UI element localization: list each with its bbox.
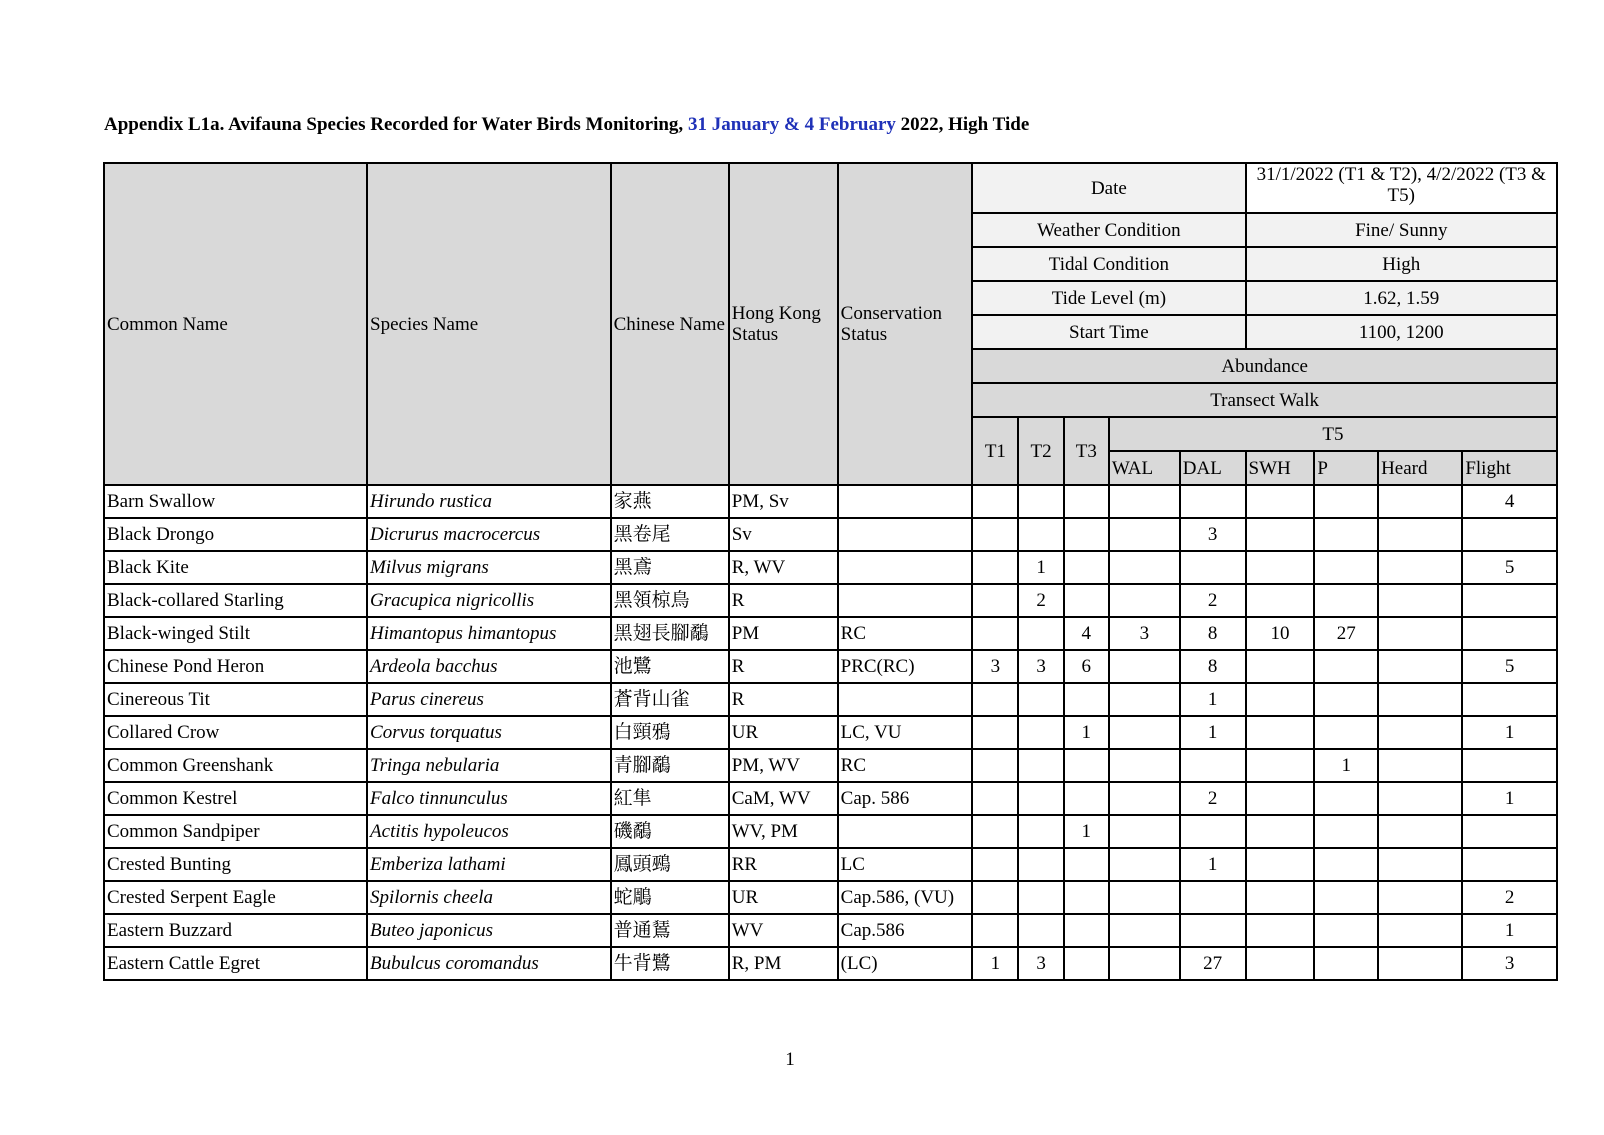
- t1-count-cell: [972, 848, 1018, 881]
- header-p: P: [1314, 451, 1378, 485]
- table-row: [104, 551, 1557, 584]
- heard-count-cell: [1378, 485, 1462, 518]
- common-name-cell: Black Drongo: [104, 518, 367, 551]
- chinese-name-cell: 池鷺: [611, 650, 729, 683]
- swh-count-cell: [1246, 716, 1315, 749]
- t1-count-cell: [972, 683, 1018, 716]
- common-name-cell: Crested Serpent Eagle: [104, 881, 367, 914]
- p-count-cell: [1314, 683, 1378, 716]
- t1-count-cell: [972, 584, 1018, 617]
- dal-count-cell: 2: [1180, 782, 1246, 815]
- table-row: [104, 947, 1557, 980]
- swh-count-cell: [1246, 584, 1315, 617]
- wal-count-cell: [1109, 749, 1180, 782]
- species-name-cell: Spilornis cheela: [367, 881, 611, 914]
- t1-count-cell: [972, 815, 1018, 848]
- t1-count-cell: [972, 485, 1018, 518]
- header-abundance: Abundance: [972, 349, 1557, 383]
- header-start-time-value: 1100, 1200: [1246, 315, 1557, 349]
- t2-count-cell: [1018, 716, 1063, 749]
- hk-status-cell: CaM, WV: [729, 782, 838, 815]
- flight-count-cell: 2: [1462, 881, 1557, 914]
- flight-count-cell: 5: [1462, 650, 1557, 683]
- header-common-name: Common Name: [104, 163, 367, 485]
- header-date-value: 31/1/2022 (T1 & T2), 4/2/2022 (T3 & T5): [1246, 163, 1557, 213]
- heard-count-cell: [1378, 650, 1462, 683]
- dal-count-cell: 2: [1180, 584, 1246, 617]
- p-count-cell: [1314, 518, 1378, 551]
- wal-count-cell: [1109, 716, 1180, 749]
- table-row: [104, 617, 1557, 650]
- heard-count-cell: [1378, 848, 1462, 881]
- title-suffix: 2022, High Tide: [900, 114, 1030, 135]
- table-row: [104, 518, 1557, 551]
- heard-count-cell: [1378, 551, 1462, 584]
- species-name-cell: Dicrurus macrocercus: [367, 518, 611, 551]
- header-t5: T5: [1109, 417, 1557, 451]
- table-row: [104, 683, 1557, 716]
- t3-count-cell: [1064, 947, 1109, 980]
- header-flight: Flight: [1462, 451, 1557, 485]
- t2-count-cell: 3: [1018, 947, 1063, 980]
- t1-count-cell: 3: [972, 650, 1018, 683]
- t1-count-cell: [972, 518, 1018, 551]
- flight-count-cell: 4: [1462, 485, 1557, 518]
- header-tide-level-label: Tide Level (m): [972, 281, 1245, 315]
- t1-count-cell: [972, 716, 1018, 749]
- t2-count-cell: [1018, 782, 1063, 815]
- t3-count-cell: [1064, 749, 1109, 782]
- chinese-name-cell: 黑卷尾: [611, 518, 729, 551]
- page-number: 1: [785, 1049, 795, 1070]
- conservation-status-cell: RC: [838, 617, 973, 650]
- dal-count-cell: 3: [1180, 518, 1246, 551]
- dal-count-cell: 1: [1180, 683, 1246, 716]
- t1-count-cell: 1: [972, 947, 1018, 980]
- hk-status-cell: UR: [729, 881, 838, 914]
- swh-count-cell: [1246, 749, 1315, 782]
- chinese-name-cell: 磯鷸: [611, 815, 729, 848]
- p-count-cell: [1314, 881, 1378, 914]
- swh-count-cell: [1246, 914, 1315, 947]
- table-row: [104, 650, 1557, 683]
- common-name-cell: Black-winged Stilt: [104, 617, 367, 650]
- t2-count-cell: [1018, 485, 1063, 518]
- heard-count-cell: [1378, 782, 1462, 815]
- t3-count-cell: 6: [1064, 650, 1109, 683]
- header-wal: WAL: [1109, 451, 1180, 485]
- p-count-cell: [1314, 815, 1378, 848]
- heard-count-cell: [1378, 815, 1462, 848]
- t3-count-cell: [1064, 683, 1109, 716]
- dal-count-cell: [1180, 881, 1246, 914]
- common-name-cell: Common Greenshank: [104, 749, 367, 782]
- hk-status-cell: PM, Sv: [729, 485, 838, 518]
- dal-count-cell: [1180, 485, 1246, 518]
- flight-count-cell: 1: [1462, 716, 1557, 749]
- species-name-cell: Parus cinereus: [367, 683, 611, 716]
- conservation-status-cell: [838, 584, 973, 617]
- hk-status-cell: RR: [729, 848, 838, 881]
- dal-count-cell: [1180, 551, 1246, 584]
- header-hk-status: Hong Kong Status: [729, 163, 838, 485]
- t1-count-cell: [972, 881, 1018, 914]
- chinese-name-cell: 青腳鷸: [611, 749, 729, 782]
- species-name-cell: Emberiza lathami: [367, 848, 611, 881]
- heard-count-cell: [1378, 914, 1462, 947]
- header-tidal-label: Tidal Condition: [972, 247, 1245, 281]
- table-row: [104, 749, 1557, 782]
- conservation-status-cell: LC, VU: [838, 716, 973, 749]
- dal-count-cell: 8: [1180, 650, 1246, 683]
- wal-count-cell: [1109, 914, 1180, 947]
- chinese-name-cell: 普通鵟: [611, 914, 729, 947]
- flight-count-cell: [1462, 617, 1557, 650]
- species-name-cell: Actitis hypoleucos: [367, 815, 611, 848]
- t3-count-cell: [1064, 848, 1109, 881]
- common-name-cell: Eastern Cattle Egret: [104, 947, 367, 980]
- flight-count-cell: [1462, 683, 1557, 716]
- species-name-cell: Milvus migrans: [367, 551, 611, 584]
- wal-count-cell: [1109, 848, 1180, 881]
- species-name-cell: Corvus torquatus: [367, 716, 611, 749]
- p-count-cell: [1314, 782, 1378, 815]
- header-t2: T2: [1018, 417, 1063, 485]
- heard-count-cell: [1378, 584, 1462, 617]
- t2-count-cell: [1018, 749, 1063, 782]
- table-row: [104, 881, 1557, 914]
- p-count-cell: [1314, 914, 1378, 947]
- species-name-cell: Gracupica nigricollis: [367, 584, 611, 617]
- header-weather-label: Weather Condition: [972, 213, 1245, 247]
- table-row: [104, 716, 1557, 749]
- t1-count-cell: [972, 749, 1018, 782]
- chinese-name-cell: 牛背鷺: [611, 947, 729, 980]
- t3-count-cell: 1: [1064, 815, 1109, 848]
- header-start-time-label: Start Time: [972, 315, 1245, 349]
- p-count-cell: [1314, 485, 1378, 518]
- t2-count-cell: [1018, 617, 1063, 650]
- wal-count-cell: [1109, 782, 1180, 815]
- flight-count-cell: 5: [1462, 551, 1557, 584]
- chinese-name-cell: 黑翅長腳鷸: [611, 617, 729, 650]
- hk-status-cell: R: [729, 584, 838, 617]
- t1-count-cell: [972, 782, 1018, 815]
- table-row: [104, 782, 1557, 815]
- title-dates: 31 January & 4 February: [687, 114, 896, 135]
- conservation-status-cell: Cap.586: [838, 914, 973, 947]
- conservation-status-cell: Cap.586, (VU): [838, 881, 973, 914]
- header-t1: T1: [972, 417, 1018, 485]
- t3-count-cell: 4: [1064, 617, 1109, 650]
- chinese-name-cell: 蒼背山雀: [611, 683, 729, 716]
- conservation-status-cell: LC: [838, 848, 973, 881]
- wal-count-cell: [1109, 584, 1180, 617]
- t3-count-cell: [1064, 584, 1109, 617]
- t3-count-cell: [1064, 518, 1109, 551]
- swh-count-cell: [1246, 881, 1315, 914]
- t3-count-cell: [1064, 782, 1109, 815]
- heard-count-cell: [1378, 749, 1462, 782]
- p-count-cell: 1: [1314, 749, 1378, 782]
- flight-count-cell: 1: [1462, 782, 1557, 815]
- chinese-name-cell: 鳳頭鵐: [611, 848, 729, 881]
- common-name-cell: Black Kite: [104, 551, 367, 584]
- wal-count-cell: [1109, 815, 1180, 848]
- flight-count-cell: [1462, 848, 1557, 881]
- conservation-status-cell: PRC(RC): [838, 650, 973, 683]
- t2-count-cell: 3: [1018, 650, 1063, 683]
- conservation-status-cell: [838, 485, 973, 518]
- conservation-status-cell: [838, 815, 973, 848]
- common-name-cell: Barn Swallow: [104, 485, 367, 518]
- chinese-name-cell: 黑鳶: [611, 551, 729, 584]
- wal-count-cell: [1109, 683, 1180, 716]
- header-conservation-status: Conservation Status: [838, 163, 973, 485]
- common-name-cell: Crested Bunting: [104, 848, 367, 881]
- p-count-cell: [1314, 947, 1378, 980]
- species-name-cell: Hirundo rustica: [367, 485, 611, 518]
- t1-count-cell: [972, 914, 1018, 947]
- p-count-cell: [1314, 716, 1378, 749]
- heard-count-cell: [1378, 683, 1462, 716]
- t2-count-cell: [1018, 815, 1063, 848]
- table-row: [104, 848, 1557, 881]
- dal-count-cell: 1: [1180, 716, 1246, 749]
- species-name-cell: Himantopus himantopus: [367, 617, 611, 650]
- flight-count-cell: 3: [1462, 947, 1557, 980]
- swh-count-cell: 10: [1246, 617, 1315, 650]
- common-name-cell: Chinese Pond Heron: [104, 650, 367, 683]
- heard-count-cell: [1378, 716, 1462, 749]
- hk-status-cell: UR: [729, 716, 838, 749]
- conservation-status-cell: [838, 683, 973, 716]
- flight-count-cell: [1462, 518, 1557, 551]
- hk-status-cell: R, WV: [729, 551, 838, 584]
- t2-count-cell: 2: [1018, 584, 1063, 617]
- swh-count-cell: [1246, 551, 1315, 584]
- dal-count-cell: [1180, 914, 1246, 947]
- p-count-cell: [1314, 650, 1378, 683]
- conservation-status-cell: [838, 518, 973, 551]
- header-heard: Heard: [1378, 451, 1462, 485]
- dal-count-cell: 8: [1180, 617, 1246, 650]
- wal-count-cell: [1109, 518, 1180, 551]
- header-t3: T3: [1064, 417, 1109, 485]
- t2-count-cell: [1018, 914, 1063, 947]
- chinese-name-cell: 蛇鵰: [611, 881, 729, 914]
- header-transect-walk: Transect Walk: [972, 383, 1557, 417]
- title-prefix: Appendix L1a. Avifauna Species Recorded for Water Birds Monitoring,: [104, 114, 684, 135]
- species-name-cell: Falco tinnunculus: [367, 782, 611, 815]
- t2-count-cell: [1018, 848, 1063, 881]
- header-date-label: Date: [972, 163, 1245, 213]
- t2-count-cell: 1: [1018, 551, 1063, 584]
- chinese-name-cell: 黑領椋鳥: [611, 584, 729, 617]
- wal-count-cell: [1109, 947, 1180, 980]
- heard-count-cell: [1378, 881, 1462, 914]
- wal-count-cell: [1109, 485, 1180, 518]
- wal-count-cell: 3: [1109, 617, 1180, 650]
- species-name-cell: Tringa nebularia: [367, 749, 611, 782]
- species-name-cell: Ardeola bacchus: [367, 650, 611, 683]
- flight-count-cell: 1: [1462, 914, 1557, 947]
- avifauna-table: [103, 162, 1558, 981]
- hk-status-cell: Sv: [729, 518, 838, 551]
- flight-count-cell: [1462, 584, 1557, 617]
- hk-status-cell: R: [729, 683, 838, 716]
- wal-count-cell: [1109, 551, 1180, 584]
- common-name-cell: Collared Crow: [104, 716, 367, 749]
- wal-count-cell: [1109, 650, 1180, 683]
- hk-status-cell: R: [729, 650, 838, 683]
- p-count-cell: 27: [1314, 617, 1378, 650]
- swh-count-cell: [1246, 485, 1315, 518]
- swh-count-cell: [1246, 782, 1315, 815]
- hk-status-cell: R, PM: [729, 947, 838, 980]
- t3-count-cell: [1064, 551, 1109, 584]
- t1-count-cell: [972, 551, 1018, 584]
- t2-count-cell: [1018, 881, 1063, 914]
- table-row: [104, 914, 1557, 947]
- conservation-status-cell: Cap. 586: [838, 782, 973, 815]
- p-count-cell: [1314, 551, 1378, 584]
- swh-count-cell: [1246, 650, 1315, 683]
- chinese-name-cell: 白頸鴉: [611, 716, 729, 749]
- header-tidal-value: High: [1246, 247, 1557, 281]
- swh-count-cell: [1246, 848, 1315, 881]
- chinese-name-cell: 紅隼: [611, 782, 729, 815]
- common-name-cell: Common Kestrel: [104, 782, 367, 815]
- hk-status-cell: WV, PM: [729, 815, 838, 848]
- t3-count-cell: [1064, 914, 1109, 947]
- conservation-status-cell: [838, 551, 973, 584]
- heard-count-cell: [1378, 947, 1462, 980]
- common-name-cell: Common Sandpiper: [104, 815, 367, 848]
- table-row: [104, 485, 1557, 518]
- heard-count-cell: [1378, 518, 1462, 551]
- common-name-cell: Cinereous Tit: [104, 683, 367, 716]
- dal-count-cell: [1180, 815, 1246, 848]
- hk-status-cell: WV: [729, 914, 838, 947]
- conservation-status-cell: RC: [838, 749, 973, 782]
- species-name-cell: Bubulcus coromandus: [367, 947, 611, 980]
- chinese-name-cell: 家燕: [611, 485, 729, 518]
- heard-count-cell: [1378, 617, 1462, 650]
- flight-count-cell: [1462, 749, 1557, 782]
- p-count-cell: [1314, 584, 1378, 617]
- table-row: [104, 584, 1557, 617]
- swh-count-cell: [1246, 518, 1315, 551]
- table-body: [104, 485, 1557, 980]
- header-tide-level-value: 1.62, 1.59: [1246, 281, 1557, 315]
- hk-status-cell: PM, WV: [729, 749, 838, 782]
- conservation-status-cell: (LC): [838, 947, 973, 980]
- wal-count-cell: [1109, 881, 1180, 914]
- t2-count-cell: [1018, 683, 1063, 716]
- t3-count-cell: 1: [1064, 716, 1109, 749]
- t3-count-cell: [1064, 881, 1109, 914]
- swh-count-cell: [1246, 815, 1315, 848]
- dal-count-cell: [1180, 749, 1246, 782]
- t2-count-cell: [1018, 518, 1063, 551]
- p-count-cell: [1314, 848, 1378, 881]
- page-title: [104, 114, 1029, 136]
- swh-count-cell: [1246, 683, 1315, 716]
- common-name-cell: Black-collared Starling: [104, 584, 367, 617]
- dal-count-cell: 27: [1180, 947, 1246, 980]
- t3-count-cell: [1064, 485, 1109, 518]
- header-dal: DAL: [1180, 451, 1246, 485]
- t1-count-cell: [972, 617, 1018, 650]
- dal-count-cell: 1: [1180, 848, 1246, 881]
- header-species-name: Species Name: [367, 163, 611, 485]
- table-row: [104, 815, 1557, 848]
- header-swh: SWH: [1246, 451, 1315, 485]
- header-chinese-name: Chinese Name: [611, 163, 729, 485]
- species-name-cell: Buteo japonicus: [367, 914, 611, 947]
- common-name-cell: Eastern Buzzard: [104, 914, 367, 947]
- swh-count-cell: [1246, 947, 1315, 980]
- flight-count-cell: [1462, 815, 1557, 848]
- header-weather-value: Fine/ Sunny: [1246, 213, 1557, 247]
- hk-status-cell: PM: [729, 617, 838, 650]
